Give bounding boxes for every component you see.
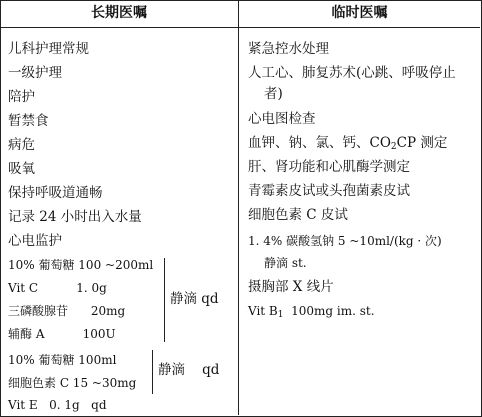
long-term-orders-header: 长期医嘱: [91, 5, 147, 21]
temporary-item: 心电图检查: [248, 111, 316, 127]
infusion-group-1-route: 静滴 qd: [170, 291, 219, 307]
long-term-item: 儿科护理常规: [8, 41, 89, 57]
infusion-group-2-bracket: [152, 350, 153, 394]
long-term-item: 一级护理: [8, 65, 62, 81]
long-term-item: 病危: [8, 137, 35, 153]
temporary-item-continuation: 者): [264, 86, 283, 102]
long-term-item: 暂禁食: [8, 113, 49, 129]
infusion-group-1-line: 10% 葡萄糖 100 ~200ml: [8, 258, 154, 272]
infusion-group-1-line: 三磷酸腺苷 20mg: [8, 304, 126, 318]
temporary-item: Vit $B_1$ 100mg im. st.: [248, 304, 375, 320]
temporary-item: 人工心、肺复苏术(心跳、呼吸停止: [248, 65, 456, 81]
temporary-item: 肝、肾功能和心肌酶学测定: [248, 159, 410, 175]
long-term-item: 记录 24 小时出入水量: [8, 209, 142, 225]
temporary-item-continuation: 静滴 st.: [264, 256, 307, 270]
long-term-item: 保持呼吸道通畅: [8, 185, 103, 201]
temporary-item: 摄胸部 X 线片: [248, 279, 334, 295]
infusion-group-2-route: 静滴 qd: [158, 362, 220, 378]
infusion-group-2-line: 细胞色素 C 15 ~30mg: [8, 376, 137, 390]
infusion-group-1-line: 辅酶 A 100U: [8, 327, 116, 341]
infusion-group-2-line: 10% 葡萄糖 100ml: [8, 353, 117, 367]
temporary-orders-header: 临时医嘱: [331, 5, 388, 21]
long-term-item: Vit E 0. 1g qd: [8, 398, 107, 412]
temporary-item: 血钾、钠、氯、钙、$CO_2CP$ 测定: [248, 135, 448, 152]
long-term-item: 心电监护: [8, 233, 62, 249]
header-divider: [0, 27, 480, 28]
temporary-item: 紧急控水处理: [248, 41, 329, 57]
long-term-item: 吸氧: [8, 161, 35, 177]
temporary-item: 细胞色素 C 皮试: [248, 207, 348, 223]
temporary-item: 青霉素皮试或头孢菌素皮试: [248, 183, 410, 199]
infusion-group-1-line: Vit C 1. 0g: [8, 281, 107, 295]
column-divider: [238, 0, 239, 415]
temporary-item: 1. 4% 碳酸氢钠 5 ~10ml/(kg · 次): [248, 234, 442, 248]
infusion-group-1-bracket: [164, 258, 165, 342]
long-term-item: 陪护: [8, 89, 35, 105]
